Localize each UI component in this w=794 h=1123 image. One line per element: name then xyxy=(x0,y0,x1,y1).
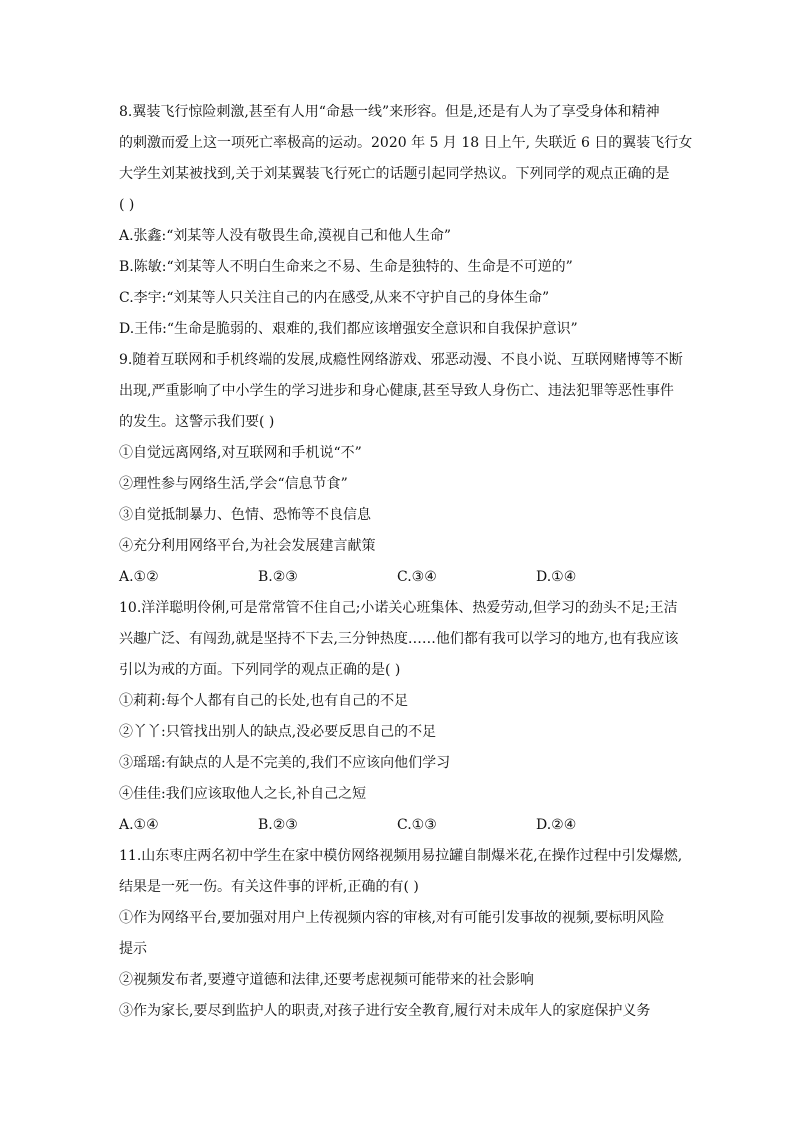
q10-stem-line-1: 10.洋洋聪明伶俐,可是常常管不住自己;小诺关心班集体、热爱劳动,但学习的劲头不足;王洁 xyxy=(119,600,678,616)
q9-choice-a: A.①② xyxy=(119,569,159,585)
q9-statement-3: ③自觉抵制暴力、色情、恐怖等不良信息 xyxy=(119,507,371,523)
q8-option-c: C.李宇:“刘某等人只关注自己的内在感受,从来不守护自己的身体生命” xyxy=(119,290,550,306)
q9-stem-line-3: 的发生。这警示我们要( ) xyxy=(119,414,275,430)
q8-option-a: A.张鑫:“刘某等人没有敬畏生命,漠视自己和他人生命” xyxy=(119,228,452,244)
q10-stem-line-3: 引以为戒的方面。下列同学的观点正确的是( ) xyxy=(119,662,401,678)
q8-stem-line-1: 8.翼装飞行惊险刺激,甚至有人用“命悬一线”来形容。但是,还是有人为了享受身体和精神 xyxy=(119,104,660,120)
q9-statement-1: ①自觉远离网络,对互联网和手机说“不” xyxy=(119,445,362,461)
q8-option-d: D.王伟:“生命是脆弱的、艰难的,我们都应该增强安全意识和自我保护意识” xyxy=(119,321,578,337)
q9-stem-line-1: 9.随着互联网和手机终端的发展,成瘾性网络游戏、邪恶动漫、不良小说、互联网赌博等不断 xyxy=(119,352,683,368)
q10-statement-1: ①莉莉:每个人都有自己的长处,也有自己的不足 xyxy=(119,693,409,709)
q8-option-b: B.陈敏:“刘某等人不明白生命来之不易、生命是独特的、生命是不可逆的” xyxy=(119,259,573,275)
q9-choice-d: D.①④ xyxy=(536,569,577,585)
q8-stem-line-3: 大学生刘某被找到,关于刘某翼装飞行死亡的话题引起同学热议。下列同学的观点正确的是 xyxy=(119,166,670,182)
q11-stem-line-1: 11.山东枣庄两名初中学生在家中模仿网络视频用易拉罐自制爆米花,在操作过程中引发爆燃, xyxy=(119,848,683,864)
q11-statement-3: ③作为家长,要尽到监护人的职责,对孩子进行安全教育,履行对未成年人的家庭保护义务 xyxy=(119,1003,651,1019)
q10-statement-3: ③瑶瑶:有缺点的人是不完美的,我们不应该向他们学习 xyxy=(119,755,451,771)
q9-stem-line-2: 出现,严重影响了中小学生的学习进步和身心健康,甚至导致人身伤亡、违法犯罪等恶性事件 xyxy=(119,383,674,399)
q11-statement-1: ①作为网络平台,要加强对用户上传视频内容的审核,对有可能引发事故的视频,要标明风险 xyxy=(119,910,665,926)
q9-statement-4: ④充分利用网络平台,为社会发展建言献策 xyxy=(119,538,376,554)
q11-statement-2: ②视频发布者,要遵守道德和法律,还要考虑视频可能带来的社会影响 xyxy=(119,972,534,988)
q10-choice-a: A.①④ xyxy=(119,817,159,833)
q11-statement-1-continued: 提示 xyxy=(119,941,147,957)
q8-stem-line-2: 的刺激而爱上这一项死亡率极高的运动。2020 年 5 月 18 日上午, 失联近 6 日的翼装飞行女 xyxy=(119,135,693,151)
q10-choice-c: C.①③ xyxy=(397,817,437,833)
q11-stem-line-2: 结果是一死一伤。有关这件事的评析,正确的有( ) xyxy=(119,879,419,895)
q10-stem-line-2: 兴趣广泛、有闯劲,就是坚持不下去,三分钟热度……他们都有我可以学习的地方,也有我应该 xyxy=(119,631,679,647)
q10-statement-2: ②丫丫:只管找出别人的缺点,没必要反思自己的不足 xyxy=(119,724,437,740)
q8-answer-blank: ( ) xyxy=(119,197,135,213)
q10-choice-b: B.②③ xyxy=(258,817,298,833)
q10-choice-d: D.②④ xyxy=(536,817,577,833)
q10-statement-4: ④佳佳:我们应该取他人之长,补自己之短 xyxy=(119,786,367,802)
q9-choice-b: B.②③ xyxy=(258,569,298,585)
q9-choice-c: C.③④ xyxy=(397,569,437,585)
q9-statement-2: ②理性参与网络生活,学会“信息节食” xyxy=(119,476,348,492)
